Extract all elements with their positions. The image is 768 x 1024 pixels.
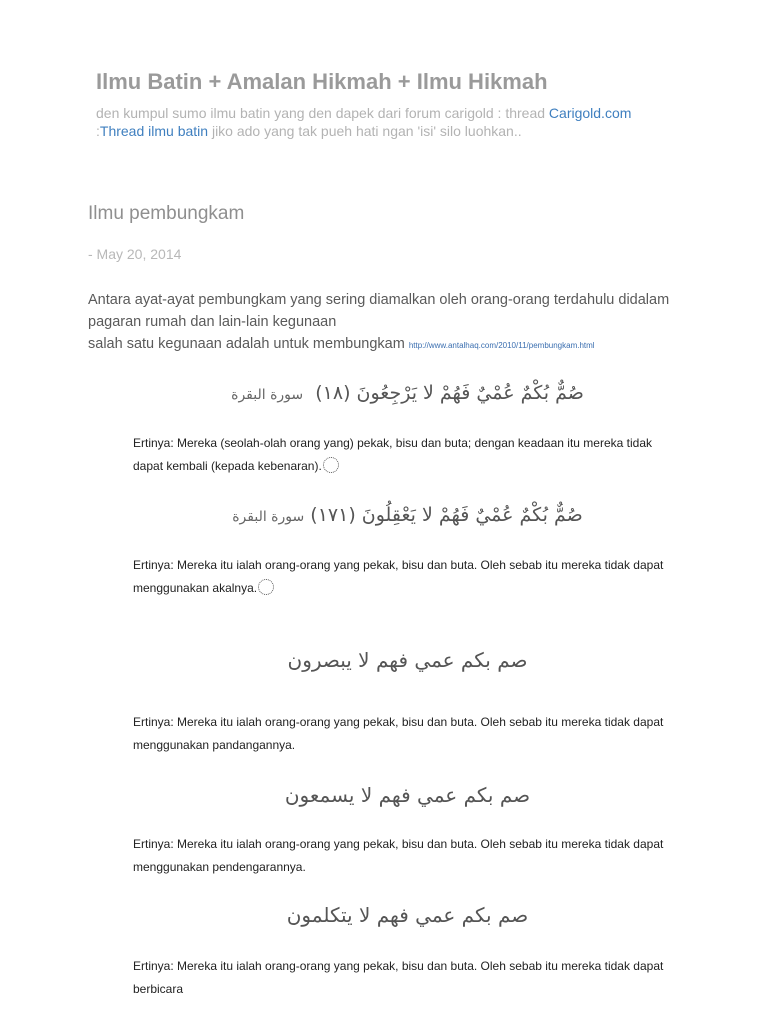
- ayat-2-text: صُمٌّ بُكْمٌ عُمْيٌ فَهُمْ لا يَعْقِلُونَ (١٧١): [310, 504, 583, 526]
- ayat-1: [130, 382, 685, 404]
- post-date[interactable]: - May 20, 2014: [88, 246, 182, 262]
- ayat-1-text: صُمٌّ بُكْمٌ عُمْيٌ فَهُمْ لا يَرْجِعُونَ (١٨): [315, 382, 584, 404]
- dotted-circle-icon: [323, 457, 339, 473]
- ayat-5: [130, 903, 685, 927]
- ertinya-3: [133, 711, 685, 757]
- intro-line-2: pagaran rumah dan lain-lain kegunaan: [88, 314, 337, 330]
- blog-title[interactable]: Ilmu Batin + Amalan Hikmah + Ilmu Hikmah: [96, 69, 548, 94]
- post-title[interactable]: Ilmu pembungkam: [88, 203, 245, 224]
- dotted-circle-icon: [258, 579, 274, 595]
- thread-ilmu-batin-link[interactable]: Thread ilmu batin: [99, 123, 209, 139]
- ertinya-3-text: Ertinya: Mereka itu ialah orang-orang yang pekak, bisu dan buta. Oleh sebab itu mereka tidak dapat menggunakan pandangannya.: [133, 715, 664, 752]
- surah-name-1: سورة البقرة: [231, 387, 304, 403]
- ayat-2: [130, 504, 685, 526]
- intro-line-1: Antara ayat-ayat pembungkam yang sering diamalkan oleh orang-orang terdahulu didalam: [88, 292, 670, 308]
- ayat-5-text: صم بكم عمي فهم لا يتكلمون: [286, 903, 529, 927]
- ertinya-4-text: Ertinya: Mereka itu ialah orang-orang yang pekak, bisu dan buta. Oleh sebab itu mereka tidak dapat menggunakan pendengarannya.: [133, 837, 664, 874]
- blog-desc-text-3: jiko ado yang tak pueh hati ngan 'isi' silo luohkan..: [208, 123, 522, 139]
- ayat-3-text: صم بكم عمي فهم لا يبصرون: [287, 648, 528, 672]
- ertinya-1: [133, 432, 685, 478]
- blog-desc-text-2: :: [96, 123, 100, 139]
- ertinya-5-text: Ertinya: Mereka itu ialah orang-orang yang pekak, bisu dan buta. Oleh sebab itu mereka tidak dapat berbicara: [133, 959, 664, 996]
- ertinya-5: [133, 955, 685, 1001]
- carigold-link[interactable]: Carigold.com: [548, 105, 632, 121]
- post-intro: [88, 289, 688, 357]
- ertinya-4: [133, 833, 685, 879]
- blog-desc-text-1: den kumpul sumo ilmu batin yang den dapek dari forum carigold : thread: [96, 105, 549, 121]
- antalhaq-link[interactable]: http://www.antalhaq.com/2010/11/pembungkam.html: [408, 341, 595, 350]
- ertinya-2: [133, 554, 685, 600]
- blog-description: [96, 104, 676, 140]
- post: [88, 200, 688, 357]
- ertinya-2-text: Ertinya: Mereka itu ialah orang-orang yang pekak, bisu dan buta. Oleh sebab itu mereka tidak dapat menggunakan akalnya.: [133, 558, 664, 595]
- surah-name-2: سورة البقرة: [232, 509, 305, 525]
- ayat-3: [130, 648, 685, 672]
- intro-line-3: salah satu kegunaan adalah untuk membungkam: [88, 336, 409, 352]
- ertinya-1-text: Ertinya: Mereka (seolah-olah orang yang) pekak, bisu dan buta; dengan keadaan itu mereka tidak dapat kembali (kepada kebenaran).: [133, 436, 652, 473]
- ayat-4-text: صم بكم عمي فهم لا يسمعون: [284, 783, 531, 807]
- blog-header: [96, 66, 676, 140]
- ayat-4: [130, 783, 685, 807]
